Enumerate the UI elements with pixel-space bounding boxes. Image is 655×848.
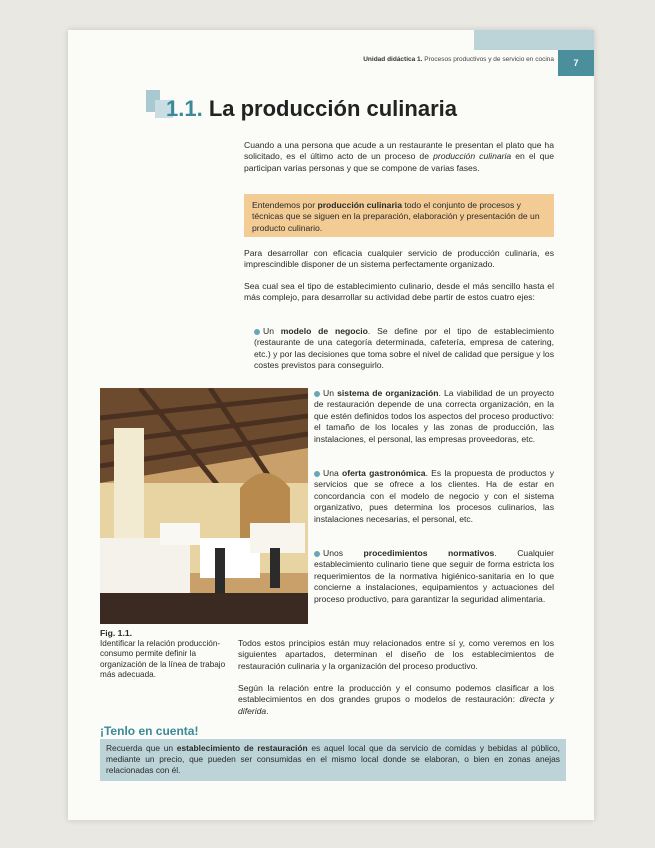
bullet-dot-icon [314, 551, 320, 557]
paragraph-5: Según la relación entre la producción y el consumo podemos clasificar a los establecimientos en dos grandes grupos o modelos de restauración: directa y diferida. [238, 683, 554, 716]
section-title-text: La producción culinaria [208, 96, 457, 121]
note-heading: ¡Tenlo en cuenta! [100, 724, 199, 738]
paragraph-4: Todos estos principios están muy relacionados entre sí y, como veremos en los siguientes apartados, determinan el diseño de los establecimientos de restauración culinaria y la organización del proceso productivo. [238, 638, 554, 671]
bullet-item: Un sistema de organización. La viabilidad de un proyecto de restauración depende de una correcta organización, en la que estén definidos todos los aspectos del proceso productivo: el tamaño de los locales y las zonas de producción, las instalaciones, el personal, las empresas proveedoras, etc. [314, 388, 554, 444]
running-header [363, 56, 554, 63]
figure-caption-text: Identificar la relación producción-consumo permite definir la organización de la línea de trabajo más adecuada. [100, 638, 226, 680]
bullet-dot-icon [254, 329, 260, 335]
bullet-dot-icon [314, 471, 320, 477]
note-box: Recuerda que un establecimiento de restauración es aquel local que da servicio de comidas y bebidas al público, mediante un precio, que pueden ser consumidas en el mismo local donde se elaboran, o bien en zonas anejas relacionadas con él. [100, 739, 566, 781]
figure-label: Fig. 1.1. [100, 628, 132, 638]
restaurant-photo [100, 388, 308, 624]
unit-label: Unidad didáctica 1. [363, 56, 423, 63]
restaurant-dining-room-image [100, 388, 308, 624]
header-band [474, 30, 594, 50]
definition-term: producción culinaria [317, 200, 402, 210]
section-number: 1.1. [166, 96, 203, 121]
note-term: establecimiento de restauración [176, 743, 308, 753]
figure-caption [100, 628, 230, 681]
bullet-item: Un modelo de negocio. Se define por el tipo de establecimiento (restaurante de una categoría determinada, cafetería, empresa de catering, etc.) y por las decisiones que toma sobre el nivel de calidad que persigue y los costes previstos para conseguirlo. [254, 326, 555, 371]
paragraph-3: Sea cual sea el tipo de establecimiento culinario, desde el más sencillo hasta el más complejo, para desarrollar su actividad debe partir de estos cuatro ejes: [244, 281, 554, 303]
page-number: 7 [558, 50, 594, 76]
paragraph-2: Para desarrollar con eficacia cualquier servicio de producción culinaria, es imprescindible disponer de un sistema perfectamente organizado. [244, 248, 554, 270]
unit-subtitle: Procesos productivos y de servicio en cocina [424, 56, 554, 63]
section-title [166, 96, 457, 122]
book-page [68, 30, 594, 820]
bullet-item: Unos procedimientos normativos. Cualquier establecimiento culinario tiene que seguir de forma estricta los requerimientos de la normativa higiénico-sanitaria en lo que concierne a instalaciones, equipamientos y actuaciones del proceso productivo, para garantizar la seguridad alimentaria. [314, 548, 554, 604]
intro-paragraph: Cuando a una persona que acude a un restaurante le presentan el plato que ha solicitado, es el último acto de un proceso de producción culinaria en el que participan varias personas y que se compone de varias fases. [244, 140, 554, 173]
definition-box: Entendemos por producción culinaria todo el conjunto de procesos y técnicas que se siguen en la preparación, elaboración y presentación de un producto culinario. [244, 194, 554, 237]
bullet-item: Una oferta gastronómica. Es la propuesta de productos y servicios que se ofrece a los clientes. Ha de estar en concordancia con el modelo de negocio y con el sistema organizativo, pues determina los procesos culinarios, las instalaciones necesarias, el personal, etc. [314, 468, 555, 524]
bullet-dot-icon [314, 391, 320, 397]
